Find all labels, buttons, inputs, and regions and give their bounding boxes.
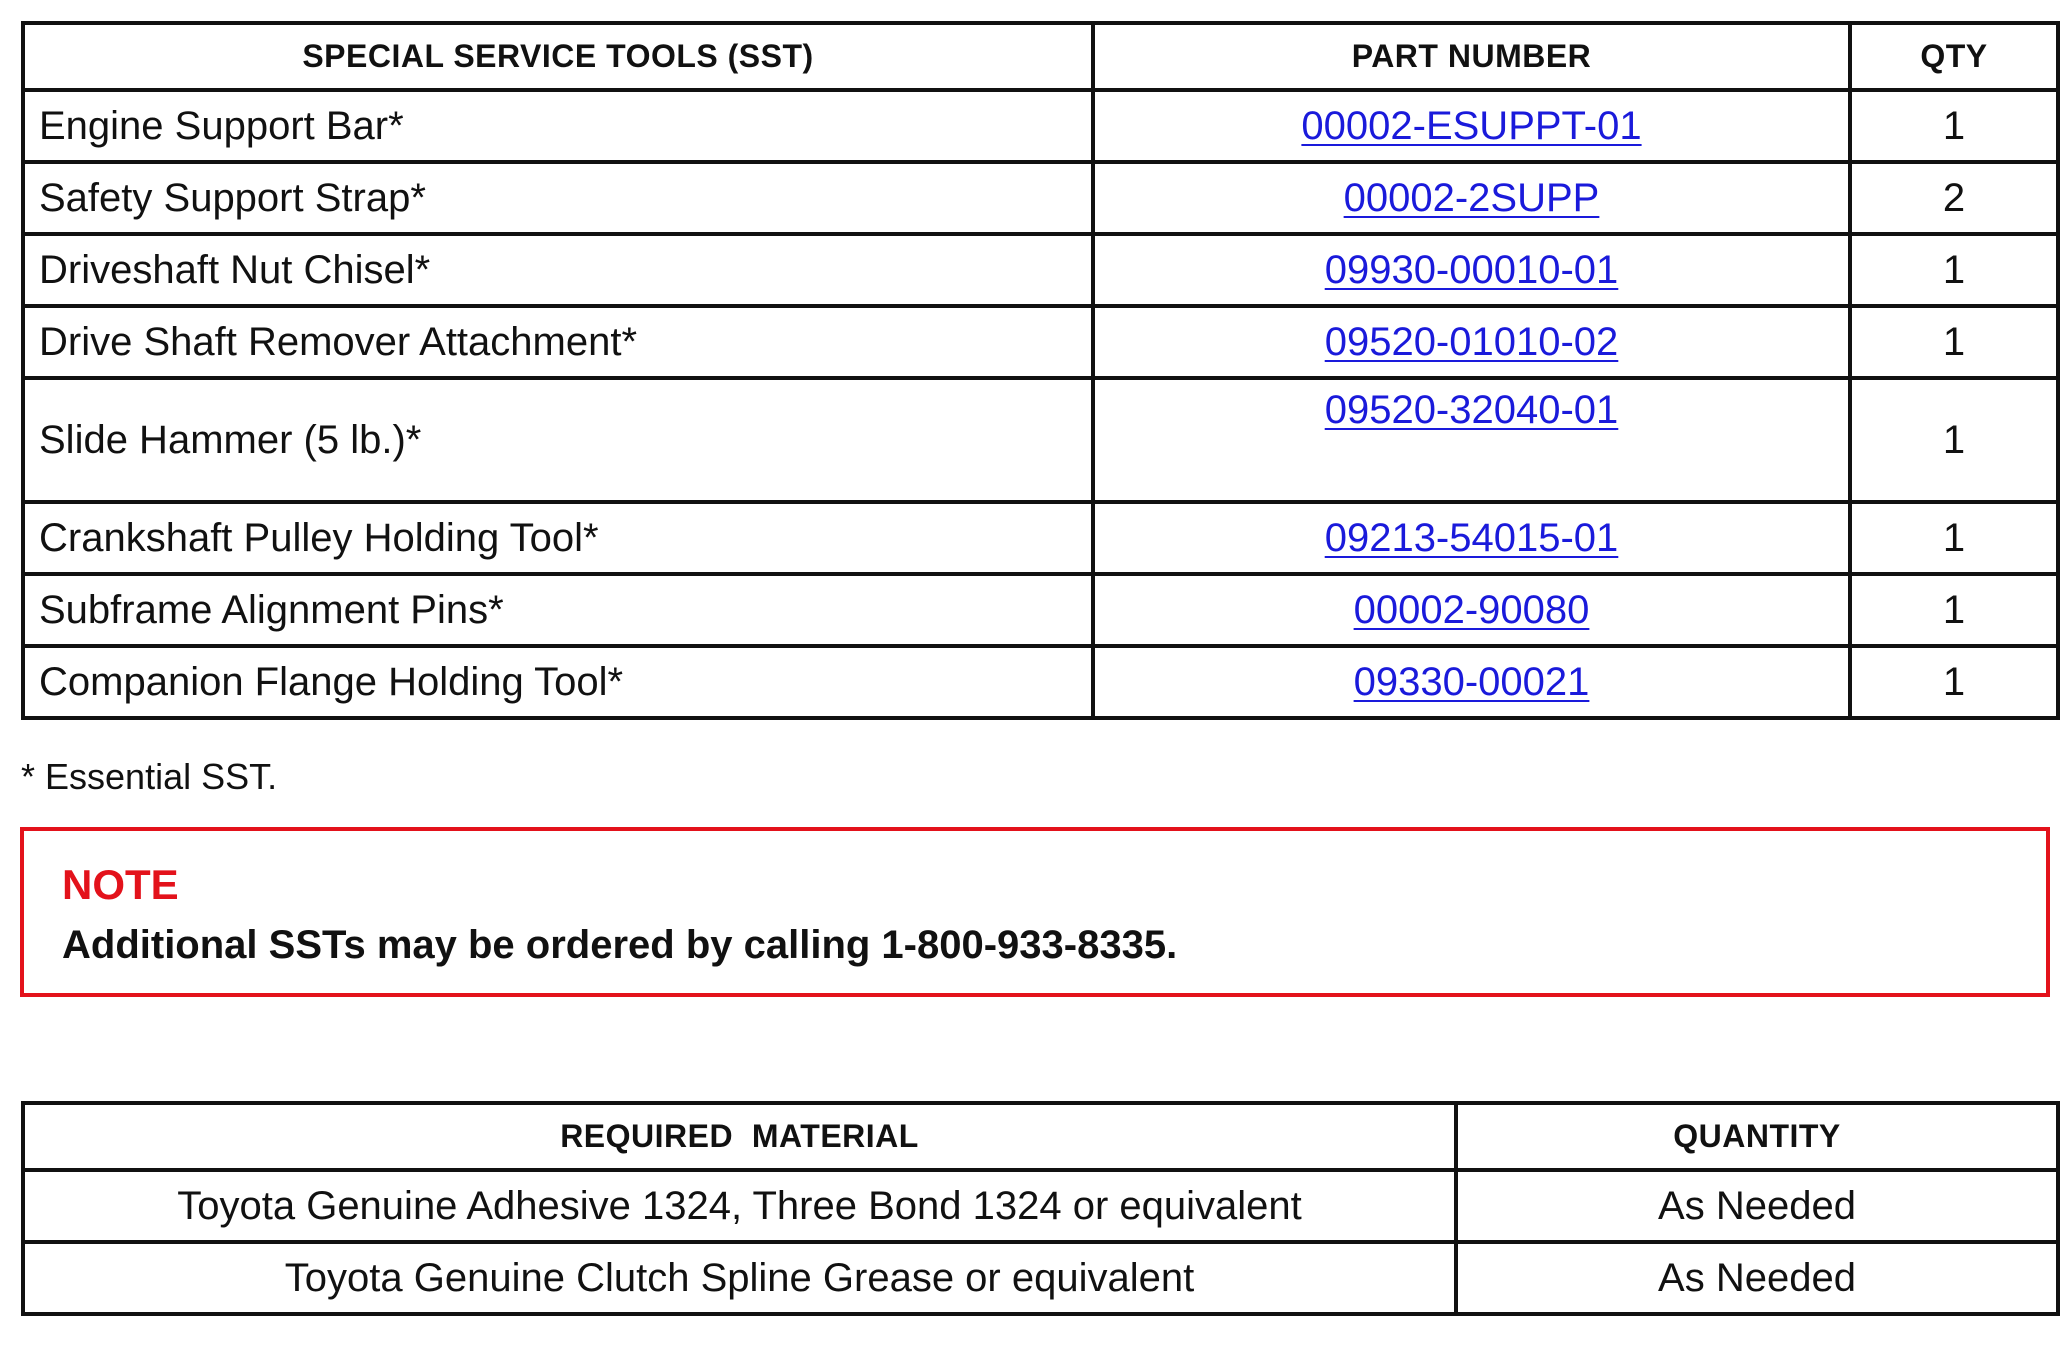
tool-qty: 1 (1850, 574, 2058, 646)
part-number-link[interactable]: 00002-90080 (1353, 587, 1590, 632)
part-number-link[interactable]: 00002-2SUPP (1343, 175, 1600, 220)
part-number-cell (1093, 502, 1850, 574)
tool-name: Companion Flange Holding Tool* (23, 646, 1093, 718)
material-header-material: REQUIRED MATERIAL (23, 1103, 1456, 1170)
material-row (23, 1170, 2058, 1242)
part-number-link[interactable]: 09520-01010-02 (1324, 319, 1619, 364)
part-number-cell (1093, 306, 1850, 378)
tool-qty: 1 (1850, 646, 2058, 718)
part-number-cell (1093, 646, 1850, 718)
sst-table (21, 21, 2060, 720)
tool-qty: 1 (1850, 90, 2058, 162)
part-number-cell (1093, 234, 1850, 306)
tool-name: Drive Shaft Remover Attachment* (23, 306, 1093, 378)
note-text: Additional SSTs may be ordered by calling 1-800-933-8335. (62, 923, 1178, 967)
part-number-cell (1093, 378, 1850, 502)
tool-name: Crankshaft Pulley Holding Tool* (23, 502, 1093, 574)
part-number-link[interactable]: 09930-00010-01 (1324, 247, 1619, 292)
tool-name: Subframe Alignment Pins* (23, 574, 1093, 646)
sst-row (23, 234, 2058, 306)
note-title: NOTE (62, 861, 179, 908)
part-number-link[interactable]: 00002-ESUPPT-01 (1301, 103, 1642, 148)
sst-row (23, 646, 2058, 718)
sst-row (23, 162, 2058, 234)
tool-name: Engine Support Bar* (23, 90, 1093, 162)
part-number-link[interactable]: 09330-00021 (1353, 659, 1590, 704)
material-quantity: As Needed (1456, 1170, 2058, 1242)
material-name: Toyota Genuine Adhesive 1324, Three Bond 1324 or equivalent (23, 1170, 1456, 1242)
tool-name: Safety Support Strap* (23, 162, 1093, 234)
note-box (20, 827, 2050, 997)
part-number-link[interactable]: 09213-54015-01 (1324, 515, 1619, 560)
part-number-cell (1093, 574, 1850, 646)
tool-qty: 2 (1850, 162, 2058, 234)
sst-header-tool: SPECIAL SERVICE TOOLS (SST) (23, 23, 1093, 90)
sst-header-row (23, 23, 2058, 90)
material-header-row (23, 1103, 2058, 1170)
material-row (23, 1242, 2058, 1314)
sst-header-qty: QTY (1850, 23, 2058, 90)
tool-qty: 1 (1850, 502, 2058, 574)
sst-row (23, 306, 2058, 378)
part-number-cell (1093, 90, 1850, 162)
sst-row (23, 90, 2058, 162)
sst-row (23, 378, 2058, 502)
sst-row (23, 574, 2058, 646)
required-material-table (21, 1101, 2060, 1316)
part-number-link[interactable]: 09520-32040-01 (1324, 388, 1619, 432)
tool-qty: 1 (1850, 378, 2058, 502)
tool-qty: 1 (1850, 234, 2058, 306)
sst-header-part-number: PART NUMBER (1093, 23, 1850, 90)
part-number-cell (1093, 162, 1850, 234)
tool-name: Slide Hammer (5 lb.)* (23, 378, 1093, 502)
tool-name: Driveshaft Nut Chisel* (23, 234, 1093, 306)
sst-row (23, 502, 2058, 574)
essential-sst-footnote: * Essential SST. (21, 756, 278, 797)
tool-qty: 1 (1850, 306, 2058, 378)
material-header-quantity: QUANTITY (1456, 1103, 2058, 1170)
material-quantity: As Needed (1456, 1242, 2058, 1314)
material-name: Toyota Genuine Clutch Spline Grease or equivalent (23, 1242, 1456, 1314)
